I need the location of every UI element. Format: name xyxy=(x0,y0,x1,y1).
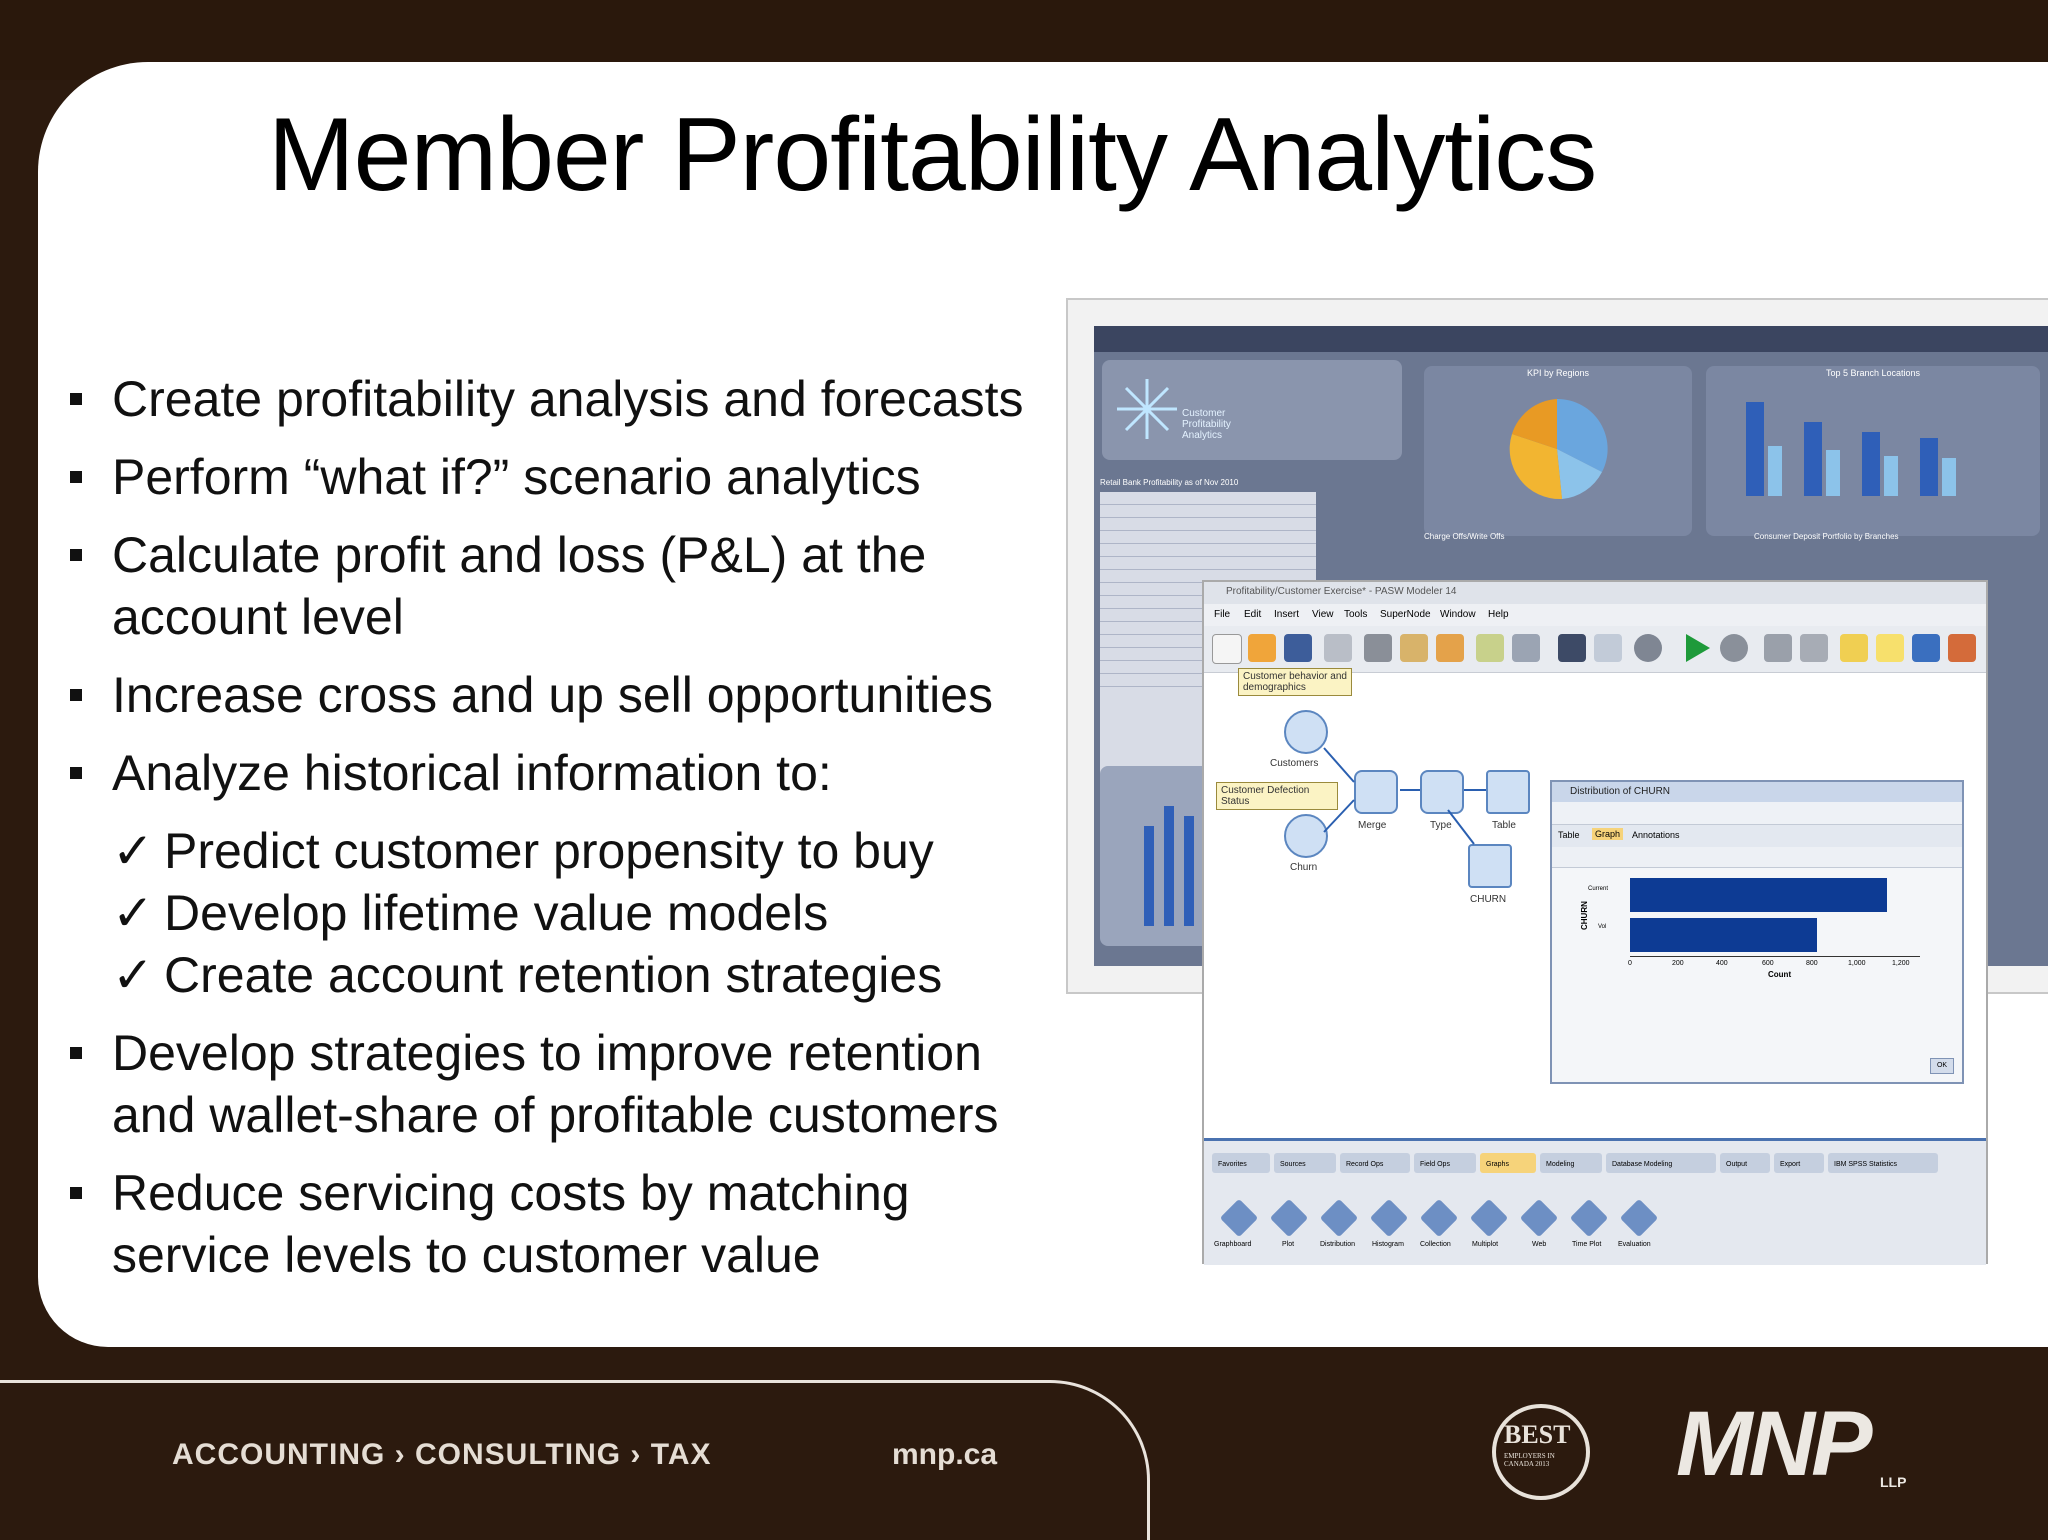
profitability-table-title: Retail Bank Profitability as of Nov 2010 xyxy=(1100,478,1239,487)
menu-window[interactable]: Window xyxy=(1440,609,1476,620)
dialog-toolbar xyxy=(1552,847,1962,868)
node-palette xyxy=(1204,1138,1986,1265)
branch-bar xyxy=(1862,432,1880,496)
ok-button[interactable]: OK xyxy=(1930,1058,1954,1074)
open-folder-icon[interactable] xyxy=(1248,634,1276,662)
menu-insert[interactable]: Insert xyxy=(1274,609,1300,620)
branch-bar xyxy=(1826,450,1840,496)
chart-tick-label: 1,200 xyxy=(1892,960,1910,967)
collection-node-icon[interactable] xyxy=(1420,1199,1458,1237)
palette-node-label: Web xyxy=(1532,1241,1547,1248)
checkmark-icon: ✓ xyxy=(112,947,154,1003)
palette-tab-graphs[interactable]: Graphs xyxy=(1480,1153,1536,1173)
sub-bullet-item: ✓ Create account retention strategies xyxy=(68,944,1068,1006)
bullet-list xyxy=(68,368,1068,1302)
bullet-item: Analyze historical information to: xyxy=(68,742,1068,804)
chart-category-label: Vol xyxy=(1598,924,1607,930)
sub-bullet-list xyxy=(68,820,1068,1006)
palette-node-label: Evaluation xyxy=(1618,1241,1651,1248)
palette-node-label: Plot xyxy=(1282,1241,1295,1248)
menu-view[interactable]: View xyxy=(1312,609,1334,620)
chart-tick-label: 0 xyxy=(1628,960,1632,967)
chart-category-label: Current xyxy=(1588,886,1609,892)
palette-tab-database-modeling[interactable]: Database Modeling xyxy=(1606,1153,1716,1173)
chart-tick-label: 600 xyxy=(1762,960,1774,967)
palette-tab-modeling[interactable]: Modeling xyxy=(1540,1153,1602,1173)
redo-icon[interactable] xyxy=(1512,634,1540,662)
dialog-menubar xyxy=(1552,802,1962,825)
supernode-icon[interactable] xyxy=(1800,634,1828,662)
menu-file[interactable]: File xyxy=(1214,609,1231,620)
web-node-icon[interactable] xyxy=(1520,1199,1558,1237)
modeler-menubar xyxy=(1204,604,1986,626)
palette-node-label: Histogram xyxy=(1372,1241,1404,1248)
chart-xlabel: Count xyxy=(1768,970,1792,979)
kpi-regions-title: KPI by Regions xyxy=(1526,368,1590,378)
churn-model-node-label: CHURN xyxy=(1470,894,1507,905)
chart-tick-label: 400 xyxy=(1716,960,1728,967)
distribution-dialog xyxy=(1550,780,1964,1084)
properties-icon[interactable] xyxy=(1912,634,1940,662)
slide-title: Member Profitability Analytics xyxy=(268,97,1597,213)
palette-tab-field-ops[interactable]: Field Ops xyxy=(1414,1153,1476,1173)
modeler-titlebar xyxy=(1204,582,1986,604)
branch-locations-title: Top 5 Branch Locations xyxy=(1825,368,1921,378)
comment-icon[interactable] xyxy=(1876,634,1904,662)
branch-bar xyxy=(1920,438,1938,496)
palette-tab-record-ops[interactable]: Record Ops xyxy=(1340,1153,1410,1173)
distribution-dialog-title: Distribution of CHURN xyxy=(1552,782,1962,802)
churn-bar-vol xyxy=(1630,918,1817,952)
customers-node-label: Customers xyxy=(1270,758,1319,769)
churn-source-node-label: Churn xyxy=(1290,862,1318,873)
bullet-item: Calculate profit and loss (P&L) at the account level xyxy=(68,524,992,648)
bullet-item: Create profitability analysis and forecasts xyxy=(68,368,1068,430)
mnp-logo: MNP xyxy=(1676,1393,1869,1495)
square-bullet-icon xyxy=(70,1187,82,1199)
branch-bar xyxy=(1804,422,1822,496)
square-bullet-icon xyxy=(70,689,82,701)
histogram-node-icon[interactable] xyxy=(1370,1199,1408,1237)
footer-website: mnp.ca xyxy=(892,1438,998,1471)
chart-tick-label: 200 xyxy=(1672,960,1684,967)
edit-icon[interactable] xyxy=(1594,634,1622,662)
annotation-icon[interactable] xyxy=(1840,634,1868,662)
lower-chart-card xyxy=(1100,766,1210,946)
menu-edit[interactable]: Edit xyxy=(1244,609,1262,620)
star-icon[interactable] xyxy=(1764,634,1792,662)
square-bullet-icon xyxy=(70,471,82,483)
note-behavior: Customer behavior and demographics xyxy=(1238,668,1352,696)
seal-title: BEST xyxy=(1504,1420,1571,1449)
palette-tab-output[interactable]: Output xyxy=(1720,1153,1770,1173)
menu-help[interactable]: Help xyxy=(1488,609,1509,620)
branch-locations-card xyxy=(1706,366,2040,536)
bullet-item: Increase cross and up sell opportunities xyxy=(68,664,1068,726)
seal-subtitle: EMPLOYERS IN CANADA 2013 xyxy=(1504,1452,1555,1468)
new-file-icon[interactable] xyxy=(1212,634,1242,664)
print-icon[interactable] xyxy=(1324,634,1352,662)
square-bullet-icon xyxy=(70,549,82,561)
find-icon[interactable] xyxy=(1558,634,1586,662)
checkmark-icon: ✓ xyxy=(112,823,154,879)
menu-tools[interactable]: Tools xyxy=(1344,609,1368,620)
modeler-screenshot xyxy=(1202,580,1988,1264)
mnp-logo-suffix: LLP xyxy=(1880,1474,1907,1490)
undo-icon[interactable] xyxy=(1476,634,1504,662)
dashboard-logo-card xyxy=(1102,360,1402,460)
kpi-regions-card xyxy=(1424,366,1692,536)
chargeoffs-title: Charge Offs/Write Offs xyxy=(1424,532,1505,541)
branch-bar xyxy=(1746,402,1764,496)
palette-node-label: Graphboard xyxy=(1214,1241,1252,1248)
chart-tick-label: 800 xyxy=(1806,960,1818,967)
palette-tab-statistics[interactable]: IBM SPSS Statistics xyxy=(1828,1153,1938,1173)
dialog-tabbar xyxy=(1552,825,1962,847)
palette-node-label: Distribution xyxy=(1320,1241,1356,1248)
palette-tab-export[interactable]: Export xyxy=(1774,1153,1824,1173)
palette-node-label: Time Plot xyxy=(1572,1241,1602,1248)
best-employers-seal xyxy=(1492,1404,1590,1500)
kpi-pie-chart xyxy=(1502,394,1612,504)
tab-graph[interactable]: Graph xyxy=(1592,828,1623,840)
palette-node-label: Collection xyxy=(1420,1241,1451,1248)
tab-table[interactable]: Table xyxy=(1558,830,1580,840)
stop-icon[interactable] xyxy=(1634,634,1662,662)
run-selection-icon[interactable] xyxy=(1720,634,1748,662)
footer-tagline: ACCOUNTING › CONSULTING › TAX xyxy=(172,1438,712,1471)
paste-icon[interactable] xyxy=(1436,634,1464,662)
bullet-item: Reduce servicing costs by matching service levels to customer value xyxy=(68,1162,1012,1286)
deposit-portfolio-title: Consumer Deposit Portfolio by Branches xyxy=(1754,532,1899,541)
lower-chart-bar xyxy=(1144,826,1154,926)
menu-supernode[interactable]: SuperNode xyxy=(1380,609,1431,620)
evaluation-node-icon[interactable] xyxy=(1620,1199,1658,1237)
chart-x-axis xyxy=(1630,956,1920,957)
bullet-item: Develop strategies to improve retention and wallet-share of profitable customers xyxy=(68,1022,1072,1146)
modeler-toolbar xyxy=(1204,626,1986,673)
square-bullet-icon xyxy=(70,767,82,779)
square-bullet-icon xyxy=(70,393,82,405)
starburst-icon xyxy=(1112,374,1182,444)
tab-annotations[interactable]: Annotations xyxy=(1632,830,1680,840)
branch-bar xyxy=(1942,458,1956,496)
checkmark-icon: ✓ xyxy=(112,885,154,941)
churn-bar-current xyxy=(1630,878,1887,912)
modeler-window-title: Profitability/Customer Exercise* - PASW Modeler 14 xyxy=(1226,586,1457,597)
copy-icon[interactable] xyxy=(1400,634,1428,662)
distribution-node-icon[interactable] xyxy=(1320,1199,1358,1237)
graphboard-node-icon[interactable] xyxy=(1220,1199,1258,1237)
sub-bullet-item: ✓ Develop lifetime value models xyxy=(68,882,1068,944)
palette-tab-sources[interactable]: Sources xyxy=(1274,1153,1336,1173)
lower-chart-bar xyxy=(1184,816,1194,926)
plot-node-icon[interactable] xyxy=(1270,1199,1308,1237)
table-node-label: Table xyxy=(1492,820,1516,831)
time-plot-node-icon[interactable] xyxy=(1570,1199,1608,1237)
chart-ylabel: CHURN xyxy=(1580,901,1589,930)
bullet-item: Perform “what if?” scenario analytics xyxy=(68,446,1068,508)
zoom-icon[interactable] xyxy=(1948,634,1976,662)
palette-node-label: Multiplot xyxy=(1472,1241,1499,1248)
palette-tab-favorites[interactable]: Favorites xyxy=(1212,1153,1270,1173)
cut-icon[interactable] xyxy=(1364,634,1392,662)
chart-tick-label: 1,000 xyxy=(1848,960,1866,967)
merge-node-label: Merge xyxy=(1358,820,1387,831)
sub-bullet-item: ✓ Predict customer propensity to buy xyxy=(68,820,1068,882)
branch-bar xyxy=(1884,456,1898,496)
save-icon[interactable] xyxy=(1284,634,1312,662)
dashboard-logo-text: Customer Profitability Analytics xyxy=(1182,408,1231,441)
note-status: Customer Defection Status xyxy=(1216,782,1338,810)
multiplot-node-icon[interactable] xyxy=(1470,1199,1508,1237)
square-bullet-icon xyxy=(70,1047,82,1059)
branch-bar xyxy=(1768,446,1782,496)
type-node-label: Type xyxy=(1430,820,1452,831)
run-icon[interactable] xyxy=(1686,634,1710,662)
lower-chart-bar xyxy=(1164,806,1174,926)
dashboard-menubar xyxy=(1094,326,2048,352)
